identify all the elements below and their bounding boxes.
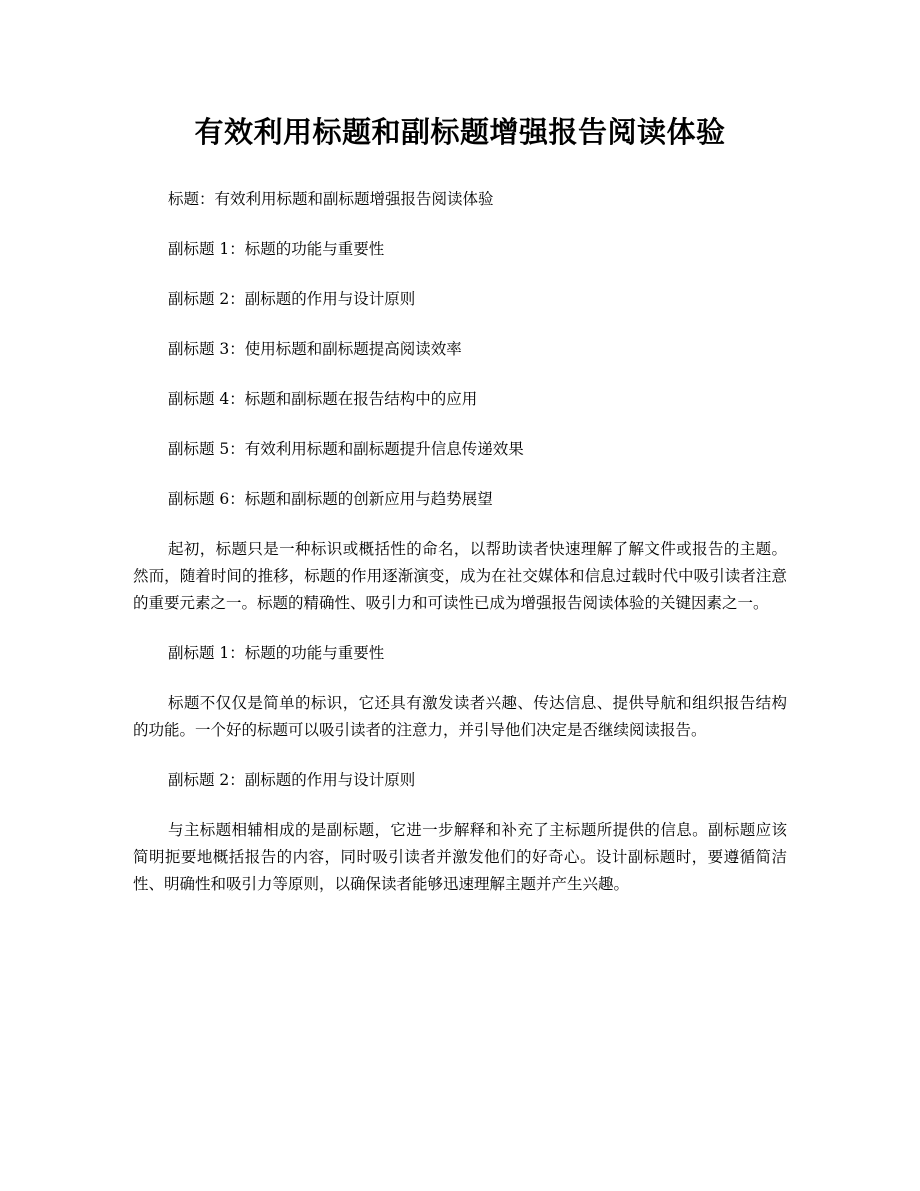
document-body bbox=[133, 186, 787, 921]
section-2-paragraph: 与主标题相辅相成的是副标题，它进一步解释和补充了主标题所提供的信息。副标题应该简明扼要地概括报告的内容，同时吸引读者并激发他们的好奇心。设计副标题时，要遵循简洁性、明确性和吸引力等原则，以确保读者能够迅速理解主题并产生兴趣。 bbox=[133, 821, 787, 893]
outline-item-subtitle-3: 副标题 3：使用标题和副标题提高阅读效率 bbox=[168, 340, 462, 358]
outline-item-title: 标题：有效利用标题和副标题增强报告阅读体验 bbox=[168, 190, 494, 208]
document-title: 有效利用标题和副标题增强报告阅读体验 bbox=[194, 115, 726, 149]
intro-paragraph: 起初，标题只是一种标识或概括性的命名，以帮助读者快速理解了解文件或报告的主题。然而，随着时间的推移，标题的作用逐渐演变，成为在社交媒体和信息过载时代中吸引读者注意的重要元素之一。标题的精确性、吸引力和可读性已成为增强报告阅读体验的关键因素之一。 bbox=[133, 540, 787, 612]
outline-item-subtitle-2: 副标题 2：副标题的作用与设计原则 bbox=[168, 290, 416, 308]
outline-item-subtitle-6: 副标题 6：标题和副标题的创新应用与趋势展望 bbox=[168, 490, 493, 508]
section-1-heading: 副标题 1：标题的功能与重要性 bbox=[168, 644, 385, 662]
section-1-paragraph: 标题不仅仅是简单的标识，它还具有激发读者兴趣、传达信息、提供导航和组织报告结构的功能。一个好的标题可以吸引读者的注意力，并引导他们决定是否继续阅读报告。 bbox=[133, 694, 787, 739]
outline-item-subtitle-4: 副标题 4：标题和副标题在报告结构中的应用 bbox=[168, 390, 478, 408]
outline-item-subtitle-5: 副标题 5：有效利用标题和副标题提升信息传递效果 bbox=[168, 440, 524, 458]
section-2-heading: 副标题 2：副标题的作用与设计原则 bbox=[168, 771, 416, 789]
outline-item-subtitle-1: 副标题 1：标题的功能与重要性 bbox=[168, 240, 385, 258]
